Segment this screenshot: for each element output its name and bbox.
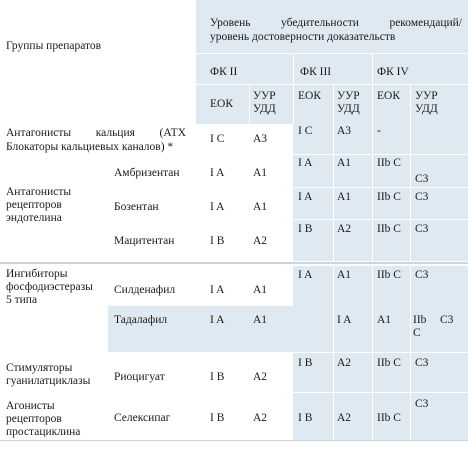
table-cell: I A xyxy=(298,269,313,281)
table-cell: A3 xyxy=(253,133,268,145)
sgc-group-label: гуанилатциклазы xyxy=(6,375,91,387)
fk4-uur-header: УУР xyxy=(415,90,438,102)
table-cell: A2 xyxy=(253,412,268,424)
macitentan-label: Мацитентан xyxy=(114,235,175,247)
table-cell: I A xyxy=(210,201,225,213)
table-cell: I A xyxy=(210,314,225,326)
table-cell: A3 xyxy=(337,125,352,137)
grid-line xyxy=(293,219,468,220)
table-cell: I B xyxy=(298,223,313,235)
grid-line xyxy=(293,187,468,188)
table-cell: - xyxy=(377,125,381,137)
ca-label-line2: Блокаторы кальциевых каналов) * xyxy=(6,141,174,153)
table-cell: I B xyxy=(210,371,225,383)
table-cell: I A xyxy=(298,157,313,169)
table-cell: C3 xyxy=(415,173,429,185)
table-cell: I C xyxy=(298,125,313,137)
table-cell: A2 xyxy=(337,412,352,424)
grid-line xyxy=(196,53,468,54)
table-cell: C3 xyxy=(415,357,429,369)
fk4-header: ФК IV xyxy=(377,66,409,78)
bosentan-label: Бозентан xyxy=(114,201,159,213)
recommendation-header: Уровень убедительности рекомендаций/ xyxy=(210,17,462,29)
table-cell: I A xyxy=(298,191,313,203)
grid-line xyxy=(293,392,468,393)
pde-group-label: фосфодиэстеразы xyxy=(6,281,93,293)
table-cell: IIb C xyxy=(377,223,401,235)
table-cell: I B xyxy=(298,412,313,424)
table-cell: A2 xyxy=(337,223,352,235)
ip-group-label: рецепторов xyxy=(6,413,62,425)
era-group-label: эндотелина xyxy=(6,212,62,224)
grid-line xyxy=(196,84,468,85)
fk3-eok-header: ЕОК xyxy=(298,90,321,102)
era-group-label: рецепторов xyxy=(6,199,62,211)
group-column-header: Группы препаратов xyxy=(6,40,102,52)
table-cell: A1 xyxy=(337,269,352,281)
table-cell: I B xyxy=(210,412,225,424)
fk3-header: ФК III xyxy=(300,66,332,78)
selexipag-label: Селексипаг xyxy=(114,412,171,424)
table-cell: C3 xyxy=(440,314,454,326)
sildenafil-label: Силденафил xyxy=(114,284,176,296)
grid-line xyxy=(293,154,468,155)
grid-line xyxy=(372,53,373,124)
table-cell: IIb xyxy=(413,314,427,326)
fk2-header: ФК II xyxy=(210,66,238,78)
row-separator xyxy=(0,262,468,264)
table-cell: A1 xyxy=(253,201,268,213)
table-cell: IIb C xyxy=(377,357,401,369)
table-cell: C3 xyxy=(415,191,429,203)
table-cell: I C xyxy=(210,133,225,145)
pde-group-label: 5 типа xyxy=(6,294,38,306)
ip-group-label: простациклина xyxy=(6,426,81,438)
table-cell: A1 xyxy=(377,314,392,326)
table-cell: IIb C xyxy=(377,191,401,203)
era-group-label: Антагонисты xyxy=(6,186,72,198)
ca-label: Антагонисты кальция (АТХ xyxy=(6,127,186,139)
fk3-uur-header: УУР xyxy=(337,90,360,102)
table-cell: A1 xyxy=(253,167,268,179)
table-cell: C3 xyxy=(415,223,429,235)
table-cell: IIb C xyxy=(377,412,401,424)
fk4-eok-header: ЕОК xyxy=(377,90,400,102)
tadalafil-label: Тадалафил xyxy=(114,314,168,326)
table-cell: A2 xyxy=(337,357,352,369)
table-cell: A1 xyxy=(253,284,268,296)
table-cell: I B xyxy=(210,235,225,247)
table-cell: A1 xyxy=(253,314,268,326)
table-cell: C3 xyxy=(415,269,429,281)
pde-group-label: Ингибиторы xyxy=(6,268,68,280)
grid-line xyxy=(293,53,294,124)
table-cell: C3 xyxy=(415,398,429,410)
table-cell: I A xyxy=(337,314,352,326)
fk2-eok-header: ЕОК xyxy=(210,98,233,110)
ambrisentan-label: Амбризентан xyxy=(114,167,180,179)
recommendation-header-line2: уровень достоверности доказательств xyxy=(210,31,396,43)
sgc-group-label: Стимуляторы xyxy=(6,362,73,374)
table-cell: I B xyxy=(298,357,313,369)
riociguat-label: Риоцигуат xyxy=(114,371,165,383)
table-cell: IIb C xyxy=(377,269,401,281)
grid-line xyxy=(249,84,250,124)
table-cell: I A xyxy=(210,167,225,179)
table-cell: I A xyxy=(210,284,225,296)
table-cell: IIb C xyxy=(377,157,401,169)
ip-group-label: Агонисты xyxy=(6,400,55,412)
table-cell: A1 xyxy=(337,157,352,169)
table-cell: A1 xyxy=(337,191,352,203)
fk4-udd-header: УДД xyxy=(415,103,438,115)
grid-line xyxy=(293,352,468,353)
fk2-uur-header: УУР xyxy=(253,90,276,102)
table-cell: A2 xyxy=(253,235,268,247)
table-cell: C xyxy=(413,327,421,339)
table-cell: A2 xyxy=(253,371,268,383)
grid-line xyxy=(0,440,468,441)
fk2-udd-header: УДД xyxy=(253,103,276,115)
fk3-udd-header: УДД xyxy=(337,103,360,115)
